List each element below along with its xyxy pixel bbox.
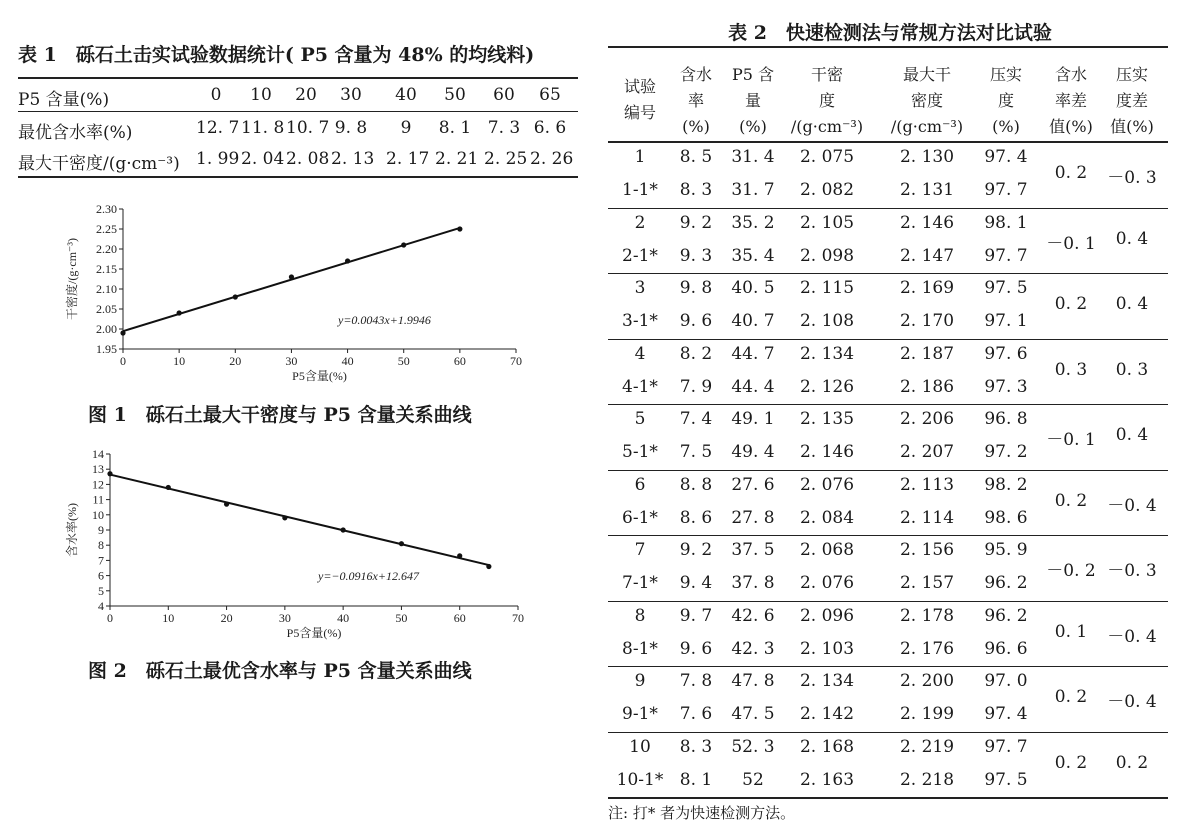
- table1-col-7: 65: [539, 85, 561, 105]
- table2-cell: 2. 186: [899, 376, 955, 397]
- table1-cell: 2. 08: [286, 149, 330, 169]
- table2-water-diff: －0. 1: [1046, 233, 1096, 254]
- table2-cell: 7. 4: [679, 409, 713, 429]
- table2-cell: 37. 5: [731, 540, 775, 560]
- table1-row-label: 最优含水率(%): [18, 123, 133, 143]
- x-tick-label: 20: [229, 354, 242, 368]
- table2-header-line: P5 含: [731, 65, 775, 84]
- table1-cell: 2. 21: [435, 149, 479, 169]
- table2-cell: 40. 7: [731, 311, 775, 331]
- table2-compaction-diff: 0. 2: [1115, 752, 1149, 773]
- table1-col-2: 20: [295, 85, 317, 105]
- table2-cell: 8. 8: [679, 474, 713, 495]
- table2-cell: 9. 7: [679, 605, 713, 626]
- y-tick-label: 10: [92, 507, 104, 522]
- table2-compaction-diff: 0. 4: [1115, 228, 1149, 249]
- table2-header-line: 度: [818, 91, 835, 110]
- table1-cell: 1. 99: [196, 149, 240, 169]
- figure2-chart: [60, 446, 540, 646]
- table2-header-line: 度差: [1115, 91, 1148, 110]
- table1-cell: 10. 7: [286, 118, 330, 138]
- table2-cell: 8. 3: [679, 736, 713, 757]
- table2-cell: 2. 134: [799, 343, 855, 364]
- table2-header-line: 值(%): [1110, 117, 1154, 136]
- table1-header-label: P5 含量(%): [18, 90, 110, 110]
- table2-water-diff: －0. 2: [1046, 561, 1096, 581]
- table2-header-rule: [608, 141, 1168, 143]
- y-tick-label: 2.10: [96, 282, 117, 296]
- table2-row-id: 10-1*: [616, 769, 664, 790]
- table2-header-line: /(g·cm⁻³): [890, 117, 964, 136]
- table2-row-id: 2: [634, 212, 646, 233]
- table1-col-5: 50: [444, 85, 466, 105]
- table2-group-rule: [608, 404, 1168, 405]
- table2-cell: 47. 5: [731, 704, 775, 724]
- table2-cell: 42. 3: [731, 638, 775, 659]
- table2-cell: 27. 8: [731, 507, 775, 528]
- y-tick-label: 8: [98, 538, 104, 553]
- table2-row-id: 4: [634, 343, 646, 364]
- table2-cell: 2. 142: [799, 704, 855, 724]
- table1-col-1: 10: [250, 85, 272, 105]
- table2-cell: 42. 6: [731, 605, 775, 626]
- table2-cell: 31. 4: [731, 147, 775, 167]
- table1-bottom-rule: [18, 176, 578, 178]
- table2-header-line: (%): [682, 117, 710, 136]
- data-point: [166, 485, 171, 490]
- data-point: [486, 564, 491, 569]
- table2-cell: 98. 6: [984, 507, 1028, 528]
- table2-bottom-rule: [608, 797, 1168, 799]
- table2-cell: 2. 115: [799, 278, 855, 298]
- table2-compaction-diff: －0. 4: [1107, 626, 1157, 647]
- table2-cell: 2. 076: [799, 573, 855, 593]
- table2-row-id: 9-1*: [622, 704, 658, 724]
- table2-cell: 2. 147: [899, 245, 955, 266]
- table2-cell: 37. 8: [731, 573, 775, 593]
- data-point: [282, 515, 287, 520]
- table2-compaction-diff: －0. 4: [1107, 495, 1157, 516]
- table1-cell: 6. 6: [533, 118, 567, 138]
- table2-top-rule: [608, 46, 1168, 48]
- table2-header-line: 最大干: [902, 65, 951, 84]
- data-point: [345, 258, 350, 263]
- table2-cell: 96. 6: [984, 638, 1028, 659]
- table2-compaction-diff: －0. 3: [1107, 168, 1157, 188]
- table2-water-diff: 0. 2: [1054, 163, 1088, 183]
- table2-cell: 2. 200: [899, 671, 955, 691]
- table2-cell: 27. 6: [731, 474, 775, 495]
- table2-cell: 2. 199: [899, 704, 955, 724]
- table1-col-3: 30: [340, 85, 362, 105]
- table2-cell: 2. 113: [899, 474, 955, 495]
- x-axis-label: P5含量(%): [286, 626, 342, 640]
- table2-cell: 31. 7: [731, 180, 775, 200]
- x-tick-label: 50: [395, 611, 408, 625]
- table2-row-id: 3-1*: [622, 311, 658, 331]
- table2-cell: 2. 206: [899, 409, 955, 429]
- data-point: [401, 242, 406, 247]
- table2-compaction-diff: 0. 4: [1115, 294, 1149, 314]
- table2-header-line: 度: [997, 91, 1014, 110]
- table2-group-rule: [608, 601, 1168, 602]
- table2-cell: 35. 2: [731, 212, 775, 233]
- table2-header-line: 含水: [1054, 65, 1087, 84]
- table2-header-line: (%): [992, 117, 1020, 136]
- table2-cell: 97. 5: [984, 769, 1028, 790]
- table2-cell: 2. 114: [899, 507, 955, 528]
- table2-note: 注: 打* 者为快速检测方法。: [608, 804, 796, 822]
- table2-cell: 40. 5: [731, 278, 775, 298]
- x-tick-label: 40: [337, 611, 350, 625]
- table2-cell: 97. 7: [984, 180, 1028, 200]
- table2-cell: 2. 218: [899, 769, 955, 790]
- table2-cell: 7. 5: [679, 442, 713, 462]
- table2-group-rule: [608, 732, 1168, 733]
- data-point: [177, 310, 182, 315]
- table1-cell: 9: [400, 118, 412, 138]
- x-tick-label: 70: [510, 354, 522, 368]
- table2-cell: 2. 105: [799, 212, 855, 233]
- table2: [608, 46, 1168, 798]
- table2-row-id: 7-1*: [622, 573, 658, 593]
- table2-cell: 97. 7: [984, 245, 1028, 266]
- table2-header-line: /(g·cm⁻³): [790, 117, 864, 136]
- table2-group-rule: [608, 535, 1168, 536]
- table2-cell: 2. 146: [899, 212, 955, 233]
- table2-cell: 2. 096: [799, 605, 855, 626]
- table2-cell: 97. 1: [984, 311, 1028, 331]
- data-point: [233, 294, 238, 299]
- table2-header-6: [1040, 62, 1102, 140]
- table2-header-line: 值(%): [1049, 117, 1093, 136]
- table2-cell: 2. 207: [899, 442, 955, 462]
- table1-cell: 2. 17: [386, 149, 430, 169]
- table2-cell: 2. 178: [899, 605, 955, 626]
- table2-header-line: 压实: [989, 65, 1022, 84]
- table2-row-id: 5: [634, 409, 646, 429]
- table2-cell: 2. 076: [799, 474, 855, 495]
- table2-cell: 47. 8: [731, 671, 775, 691]
- table2-cell: 2. 134: [799, 671, 855, 691]
- table2-cell: 2. 130: [899, 147, 955, 167]
- table2-compaction-diff: 0. 3: [1115, 359, 1149, 380]
- table2-cell: 9. 2: [679, 212, 713, 233]
- table2-cell: 9. 6: [679, 638, 713, 659]
- y-tick-label: 9: [98, 523, 104, 537]
- table2-cell: 95. 9: [984, 540, 1028, 560]
- table2-cell: 8. 2: [679, 343, 713, 364]
- table2-cell: 8. 5: [679, 147, 713, 167]
- table2-cell: 2. 146: [799, 442, 855, 462]
- data-point: [457, 553, 462, 558]
- y-tick-label: 2.30: [96, 202, 117, 216]
- y-tick-label: 2.20: [96, 242, 117, 256]
- table2-cell: 2. 103: [799, 638, 855, 659]
- table2-cell: 7. 6: [679, 704, 713, 724]
- table2-cell: 49. 4: [731, 442, 775, 462]
- table1-cell: 2. 26: [530, 149, 574, 169]
- table2-cell: 2. 068: [799, 540, 855, 560]
- data-point: [289, 274, 294, 279]
- table1-cell: 2. 25: [484, 149, 528, 169]
- trend-equation: y=−0.0916x+12.647: [318, 569, 419, 583]
- table2-group-rule: [608, 470, 1168, 471]
- table1-cell: 9. 8: [334, 118, 368, 138]
- table2-row-id: 8: [634, 605, 646, 626]
- table1-cell: 8. 1: [438, 118, 472, 138]
- table2-header-line: 率差: [1054, 91, 1087, 110]
- table2-cell: 97. 4: [984, 704, 1028, 724]
- table2-cell: 8. 1: [679, 769, 713, 790]
- x-tick-label: 70: [512, 611, 524, 625]
- table1-row-label: 最大干密度/(g·cm⁻³): [18, 154, 180, 174]
- table1-cell: 2. 04: [241, 149, 285, 169]
- y-tick-label: 7: [98, 553, 104, 568]
- table1-col-4: 40: [395, 85, 417, 105]
- table2-cell: 97. 2: [984, 442, 1028, 462]
- table2-cell: 2. 084: [799, 507, 855, 528]
- y-tick-label: 6: [98, 568, 104, 583]
- table2-cell: 2. 157: [899, 573, 955, 593]
- table2-cell: 98. 2: [984, 474, 1028, 495]
- table2-cell: 98. 1: [984, 212, 1028, 233]
- table2-cell: 52: [742, 769, 764, 790]
- table1-cell: 7. 3: [487, 118, 521, 138]
- y-tick-label: 14: [92, 447, 104, 461]
- figure1-caption: 图 1 砾石土最大干密度与 P5 含量关系曲线: [88, 404, 472, 426]
- table2-cell: 97. 6: [984, 343, 1028, 364]
- y-tick-label: 11: [92, 492, 104, 507]
- data-point: [457, 226, 462, 231]
- table2-row-id: 10: [629, 736, 651, 757]
- figure2-caption: 图 2 砾石土最优含水率与 P5 含量关系曲线: [88, 660, 472, 682]
- table2-row-id: 1-1*: [622, 180, 658, 200]
- x-tick-label: 0: [120, 354, 126, 368]
- table2-cell: 2. 098: [799, 245, 855, 266]
- table2-cell: 97. 7: [984, 736, 1028, 757]
- table2-row-id: 7: [634, 540, 646, 560]
- table1-cell: 12. 7: [196, 118, 240, 138]
- table2-group-rule: [608, 666, 1168, 667]
- x-tick-label: 0: [107, 611, 113, 625]
- y-tick-label: 1.95: [96, 342, 117, 356]
- table2-header-line: 干密: [810, 65, 843, 84]
- table2-header-line: (%): [739, 117, 767, 136]
- table2-row-id: 5-1*: [622, 442, 658, 462]
- table2-cell: 2. 126: [799, 376, 855, 397]
- table2-cell: 2. 135: [799, 409, 855, 429]
- table1-row-water: [18, 112, 578, 144]
- table2-cell: 8. 3: [679, 180, 713, 200]
- table2-header-line: 编号: [623, 103, 656, 122]
- table2-cell: 96. 2: [984, 605, 1028, 626]
- data-point: [399, 541, 404, 546]
- x-tick-label: 30: [285, 354, 298, 368]
- table2-cell: 9. 2: [679, 540, 713, 560]
- table2-row-id: 6-1*: [622, 507, 658, 528]
- table2-compaction-diff: －0. 3: [1107, 561, 1157, 581]
- data-point: [224, 502, 229, 507]
- table2-cell: 2. 131: [899, 180, 955, 200]
- table2-header-5: [978, 62, 1034, 140]
- x-tick-label: 60: [453, 611, 466, 625]
- table2-cell: 2. 163: [799, 769, 855, 790]
- y-tick-label: 13: [92, 462, 104, 477]
- table2-header-3: [781, 62, 873, 140]
- data-point: [107, 471, 112, 476]
- table1-cell: 2. 13: [331, 149, 375, 169]
- table2-cell: 9. 3: [679, 245, 713, 266]
- y-tick-label: 4: [98, 599, 104, 613]
- table2-cell: 2. 170: [899, 311, 955, 331]
- table2-water-diff: 0. 2: [1054, 294, 1088, 314]
- table2-cell: 2. 082: [799, 180, 855, 200]
- table1-header-row: [18, 79, 578, 111]
- y-tick-label: 2.25: [96, 222, 117, 236]
- x-tick-label: 40: [341, 354, 354, 368]
- table2-cell: 96. 2: [984, 573, 1028, 593]
- table2-header-0: [612, 74, 668, 126]
- table2-header-2: [725, 62, 781, 140]
- x-tick-label: 30: [278, 611, 291, 625]
- x-tick-label: 50: [397, 354, 410, 368]
- table2-caption: 表 2 快速检测法与常规方法对比试验: [728, 22, 1052, 44]
- table2-water-diff: 0. 2: [1054, 752, 1088, 773]
- table2-cell: 44. 4: [731, 376, 775, 397]
- table2-header-line: 率: [687, 91, 704, 110]
- table2-cell: 7. 8: [679, 671, 713, 691]
- table2-cell: 7. 9: [679, 376, 713, 397]
- table2-cell: 2. 168: [799, 736, 855, 757]
- table2-cell: 2. 156: [899, 540, 955, 560]
- table2-header-line: 含水: [679, 65, 712, 84]
- table2-cell: 97. 4: [984, 147, 1028, 167]
- y-tick-label: 2.15: [96, 262, 117, 276]
- table2-header-line: 量: [744, 91, 761, 110]
- table2-cell: 35. 4: [731, 245, 775, 266]
- table2-header-1: [671, 62, 721, 140]
- table2-group-rule: [608, 208, 1168, 209]
- table2-group-rule: [608, 273, 1168, 274]
- table2-cell: 97. 5: [984, 278, 1028, 298]
- table2-header-7: [1103, 62, 1161, 140]
- table2-cell: 2. 075: [799, 147, 855, 167]
- x-tick-label: 10: [173, 354, 186, 368]
- y-axis-label: 含水率(%): [65, 503, 79, 557]
- table2-header-4: [875, 62, 979, 140]
- table2-row-id: 9: [634, 671, 646, 691]
- table2-water-diff: －0. 1: [1046, 430, 1096, 450]
- table1-cell: 11. 8: [241, 118, 285, 138]
- table2-row-id: 3: [634, 278, 646, 298]
- table1-row-density: [18, 143, 578, 175]
- x-tick-label: 10: [162, 611, 175, 625]
- table2-cell: 97. 3: [984, 376, 1028, 397]
- y-tick-label: 2.00: [96, 322, 117, 336]
- table1-col-6: 60: [493, 85, 515, 105]
- y-tick-label: 5: [98, 583, 104, 598]
- table2-row-id: 4-1*: [622, 376, 658, 397]
- table2-cell: 2. 169: [899, 278, 955, 298]
- table2-cell: 2. 176: [899, 638, 955, 659]
- table2-header-line: 试验: [623, 77, 656, 96]
- data-point: [341, 527, 346, 532]
- table2-group-rule: [608, 339, 1168, 340]
- table2-cell: 97. 0: [984, 671, 1028, 691]
- table2-cell: 9. 8: [679, 278, 713, 298]
- table2-cell: 96. 8: [984, 409, 1028, 429]
- table2-header-line: 密度: [910, 91, 943, 110]
- table1-caption: 表 1 砾石土击实试验数据统计( P5 含量为 48% 的均线料): [18, 44, 535, 66]
- table2-water-diff: 0. 3: [1054, 359, 1088, 380]
- table2-water-diff: 0. 2: [1054, 490, 1088, 511]
- table2-water-diff: 0. 1: [1054, 621, 1088, 642]
- x-tick-label: 60: [453, 354, 466, 368]
- table2-compaction-diff: 0. 4: [1115, 425, 1149, 445]
- x-axis-label: P5含量(%): [292, 369, 347, 383]
- table2-cell: 44. 7: [731, 343, 775, 364]
- x-tick-label: 20: [220, 611, 233, 625]
- table2-cell: 2. 187: [899, 343, 955, 364]
- data-point: [120, 330, 125, 335]
- table2-cell: 9. 4: [679, 573, 713, 593]
- table2-header-line: 压实: [1115, 65, 1148, 84]
- table2-cell: 8. 6: [679, 507, 713, 528]
- table2-cell: 9. 6: [679, 311, 713, 331]
- table1-col-0: 0: [210, 85, 222, 105]
- figure1-chart: [60, 196, 540, 396]
- y-axis-label: 干密度/(g·cm⁻³): [65, 238, 79, 320]
- table2-cell: 52. 3: [731, 736, 775, 757]
- table2-row-id: 6: [634, 474, 646, 495]
- table2-row-id: 8-1*: [622, 638, 658, 659]
- table2-compaction-diff: －0. 4: [1107, 692, 1157, 712]
- trend-equation: y=0.0043x+1.9946: [338, 313, 431, 327]
- y-tick-label: 12: [92, 477, 104, 492]
- table2-row-id: 1: [634, 147, 646, 167]
- table2-cell: 49. 1: [731, 409, 775, 429]
- y-tick-label: 2.05: [96, 302, 117, 316]
- table2-water-diff: 0. 2: [1054, 687, 1088, 707]
- table2-cell: 2. 108: [799, 311, 855, 331]
- table2-cell: 2. 219: [899, 736, 955, 757]
- table2-row-id: 2-1*: [622, 245, 658, 266]
